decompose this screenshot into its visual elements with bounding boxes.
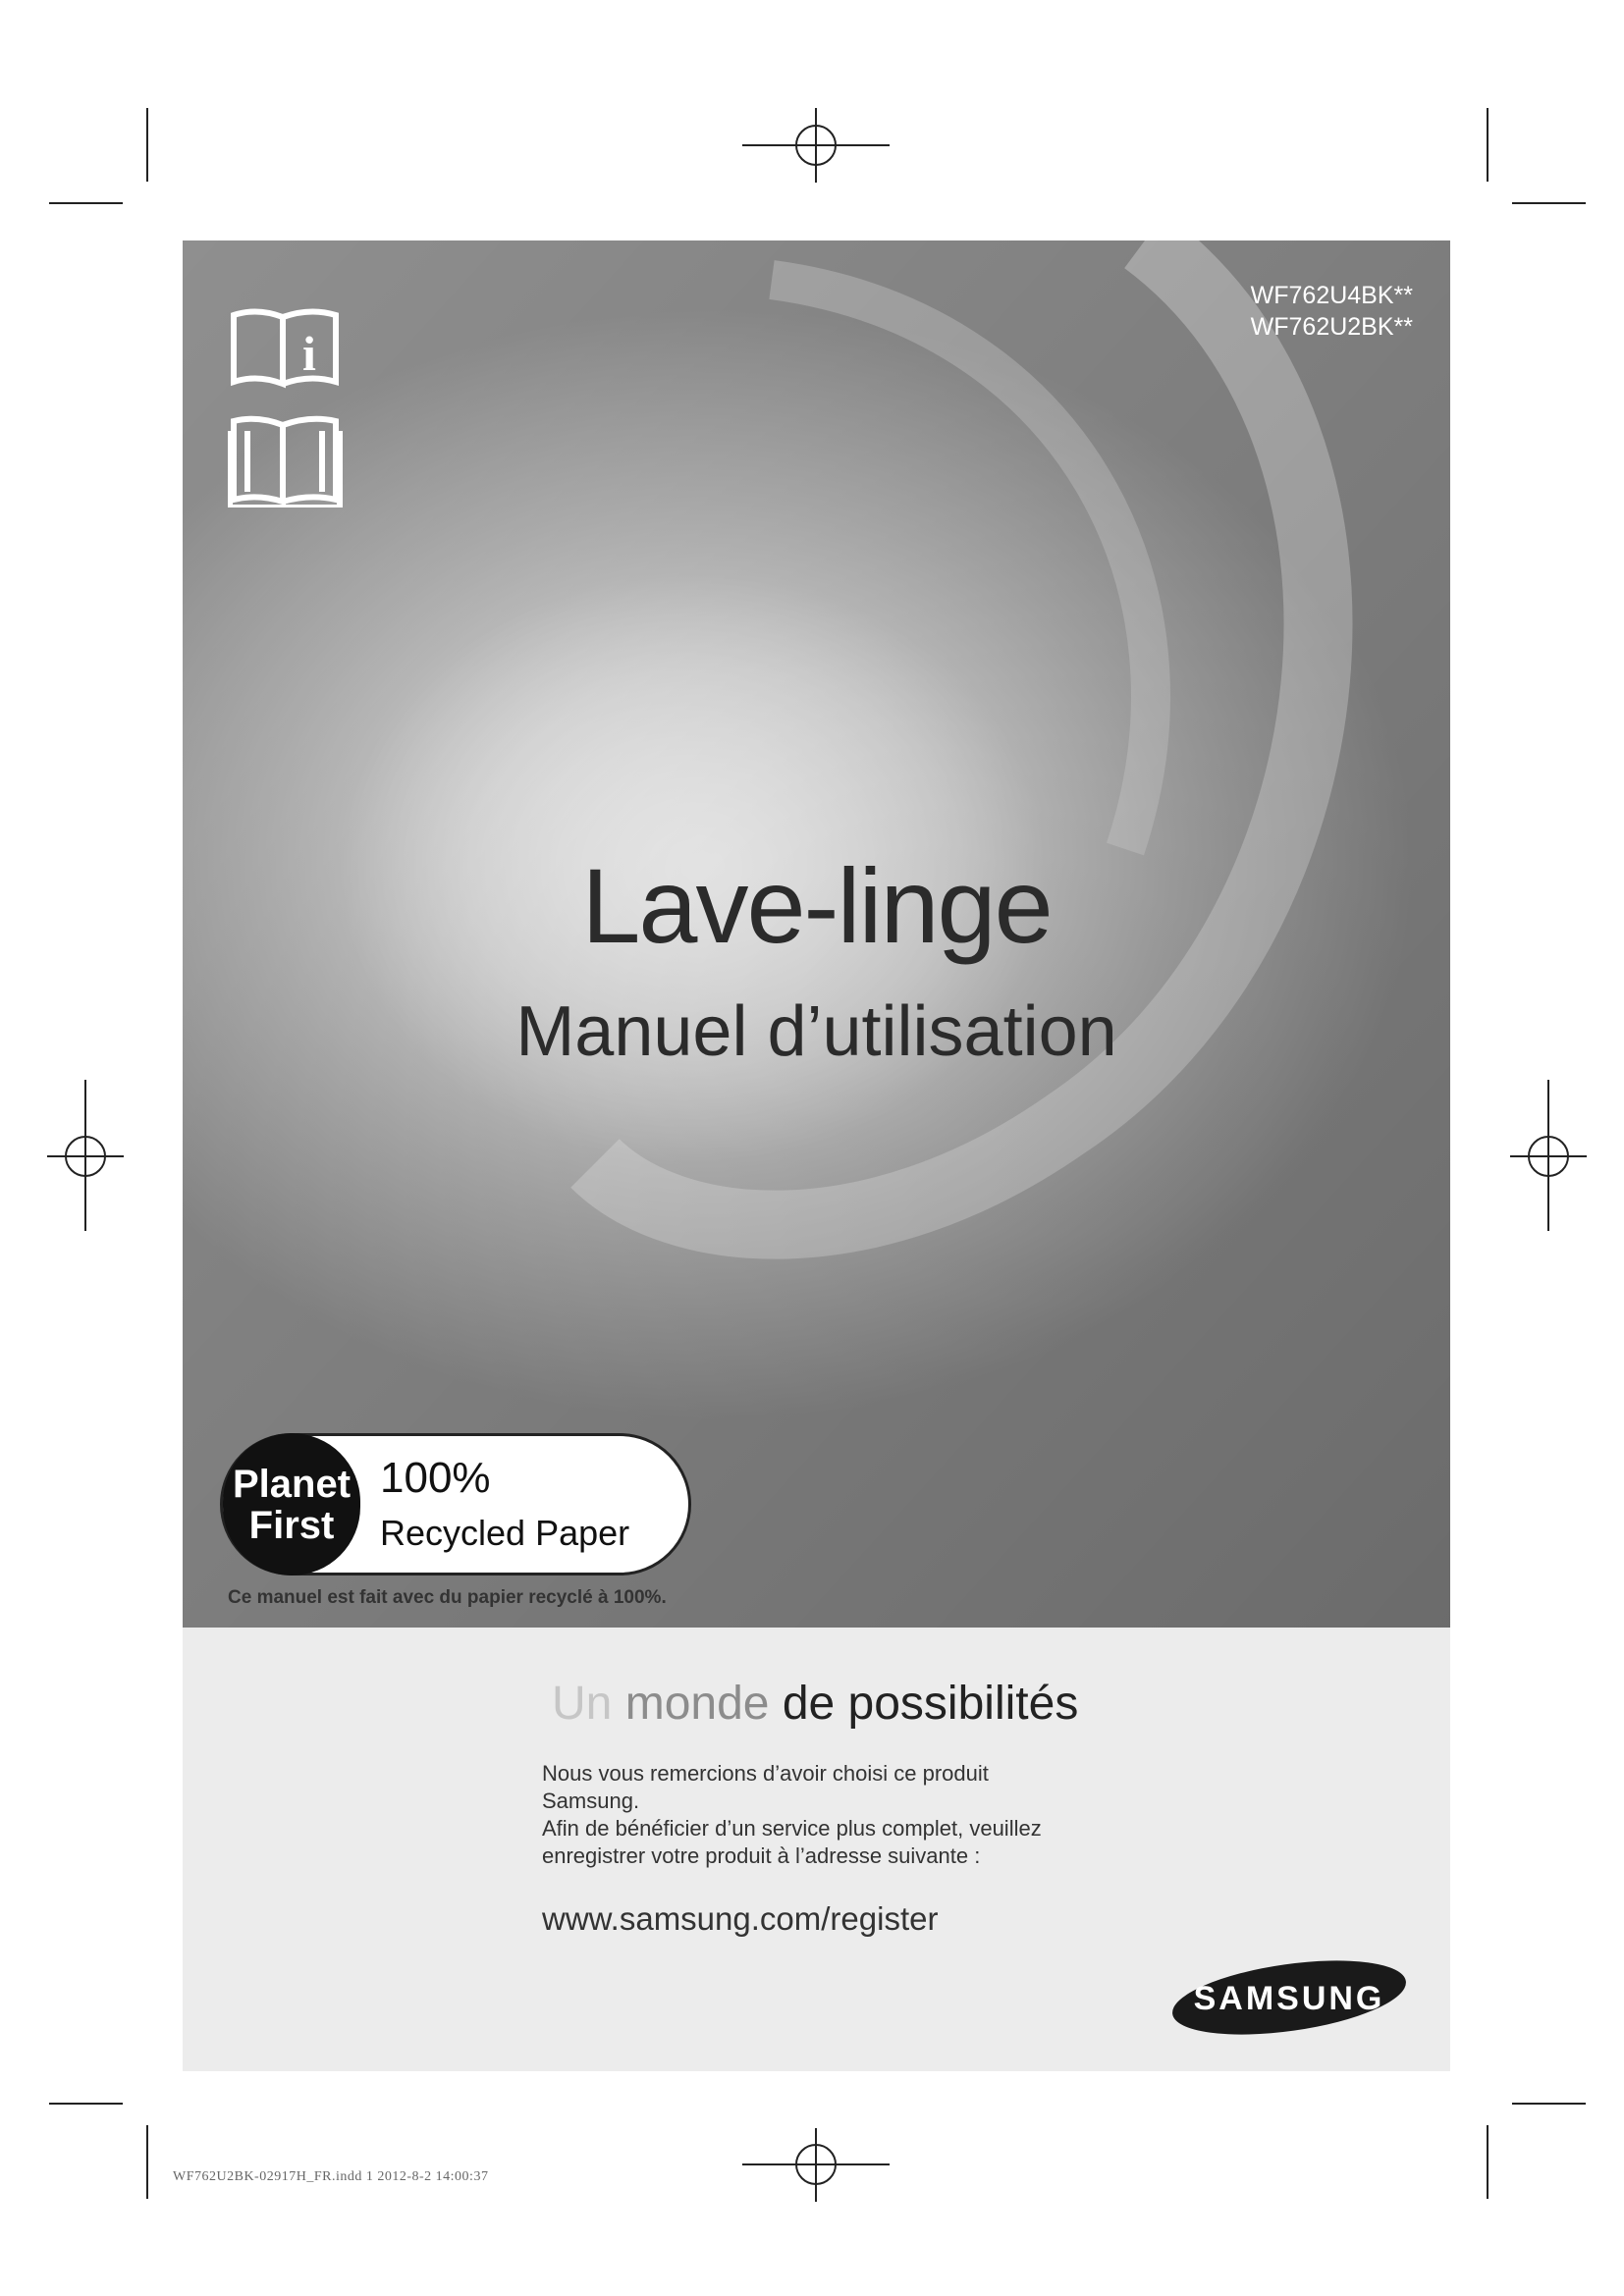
planet-first-line: First <box>248 1503 335 1547</box>
model-number: WF762U4BK** <box>1250 282 1413 309</box>
model-numbers <box>1251 280 1413 343</box>
manual-subtitle: Manuel d’utilisation <box>515 992 1117 1071</box>
planet-first-logo <box>223 1433 360 1575</box>
tagline-word: de possibilités <box>782 1678 1079 1730</box>
manual-icons <box>228 301 346 512</box>
planet-first-line: Planet <box>232 1462 352 1506</box>
registration-panel <box>183 1628 1450 2071</box>
product-title: Lave-linge <box>581 846 1052 965</box>
model-number: WF762U2BK** <box>1250 313 1413 341</box>
samsung-logo <box>1168 1956 1410 2039</box>
thanks-line: Samsung. <box>542 1789 640 1813</box>
book-info-icon <box>228 301 346 507</box>
tagline-word: monde <box>624 1678 770 1730</box>
thank-you-text <box>542 1760 1092 1870</box>
print-slug: WF762U2BK-02917H_FR.indd 1 2012-8-2 14:00:37 <box>173 2169 489 2184</box>
cover-panel <box>183 240 1450 1628</box>
tagline <box>552 1677 1078 1731</box>
tagline-word: Un <box>552 1678 613 1730</box>
svg-text:i: i <box>302 326 316 381</box>
recycled-paper-label: Recycled Paper <box>380 1513 630 1553</box>
logo-text: SAMSUNG <box>1193 1980 1385 2017</box>
thanks-line: Afin de bénéficier d’un service plus complet, veuillez <box>542 1816 1042 1841</box>
register-url[interactable]: www.samsung.com/register <box>542 1900 939 1937</box>
thanks-line: enregistrer votre produit à l’adresse suivante : <box>542 1843 981 1868</box>
recycled-paper-note: Ce manuel est fait avec du papier recyclé à 100%. <box>228 1587 667 1608</box>
recycled-paper-badge <box>220 1433 691 1575</box>
recycled-percent: 100% <box>380 1454 491 1502</box>
thanks-line: Nous vous remercions d’avoir choisi ce produit <box>542 1761 989 1786</box>
